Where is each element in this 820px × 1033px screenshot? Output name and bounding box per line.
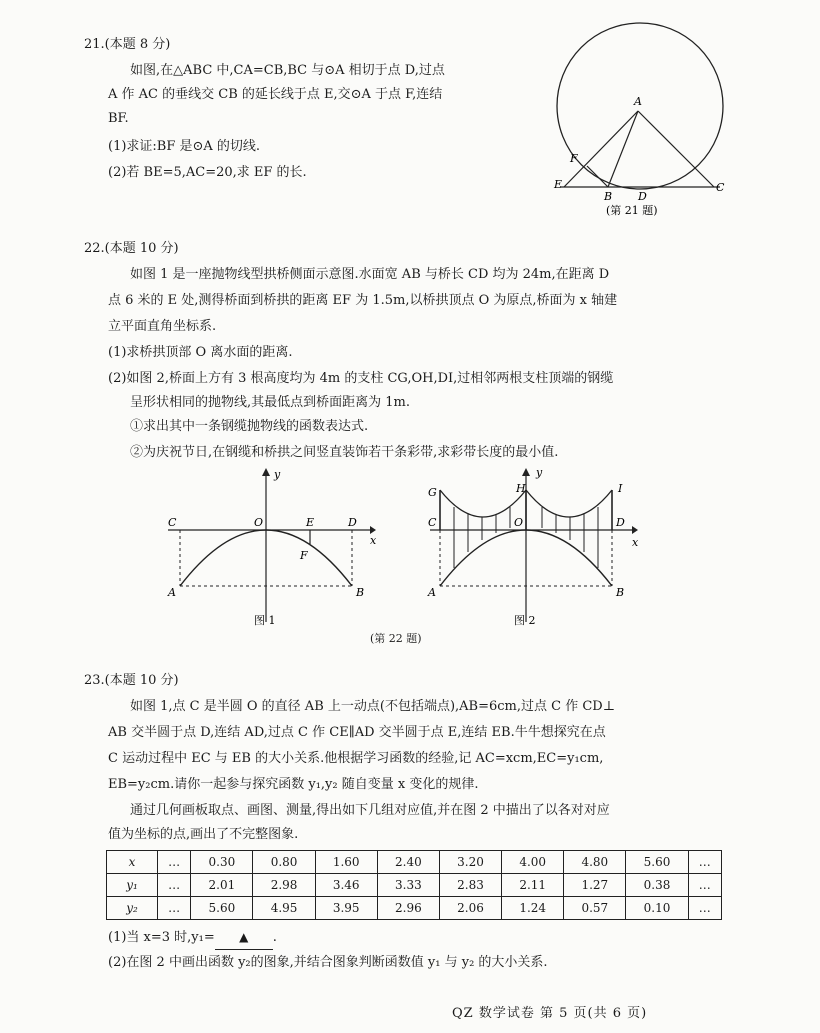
q21-line-3: BF.	[108, 111, 129, 126]
q21-part-2: (2)若 BE=5,AC=20,求 EF 的长.	[108, 165, 307, 180]
q22-part-2a: (2)如图 2,桥面上方有 3 根高度均为 4m 的支柱 CG,OH,DI,过相邻两根支柱顶端的钢缆	[108, 371, 614, 386]
q22-f2-label-c: C	[428, 516, 437, 529]
q22-f2-label-x: x	[632, 536, 639, 549]
table-cell: 4.80	[564, 851, 626, 874]
q22-figure-2	[420, 462, 660, 632]
table-cell: 3.20	[439, 851, 501, 874]
table-cell: 2.96	[377, 897, 439, 920]
table-cell: y₁	[107, 874, 158, 897]
q22-f1-label-e: E	[306, 516, 315, 529]
table-cell: …	[688, 851, 721, 874]
q22-f2-title: 图 2	[514, 614, 536, 627]
q22-f1-title: 图 1	[254, 614, 276, 627]
answer-blank[interactable]	[215, 926, 273, 950]
q23-line-2: AB 交半圆于点 D,连结 AD,过点 C 作 CE∥AD 交半圆于点 E,连结 EB.牛牛想探究在点	[108, 725, 606, 740]
q22-f1-label-y: y	[274, 468, 281, 481]
q21-heading: 21.(本题 8 分)	[84, 37, 171, 52]
table-cell: x	[107, 851, 158, 874]
q23-part-1-suffix: .	[272, 930, 277, 945]
table-cell: 2.83	[439, 874, 501, 897]
table-cell: …	[688, 874, 721, 897]
table-cell: 3.33	[377, 874, 439, 897]
q23-line-4: EB=y₂cm.请你一起参与探究函数 y₁,y₂ 随自变量 x 变化的规律.	[108, 777, 479, 792]
q23-line-1: 如图 1,点 C 是半圆 O 的直径 AB 上一动点(不包括端点),AB=6cm,过点 C 作 CD⊥	[130, 699, 615, 714]
q22-figure-1	[160, 462, 400, 632]
page-footer: QZ 数学试卷 第 5 页(共 6 页)	[452, 1006, 648, 1021]
table-row	[107, 851, 722, 874]
q22-heading: 22.(本题 10 分)	[84, 241, 179, 256]
q22-f1-label-x: x	[370, 534, 377, 547]
q22-caption: (第 22 题)	[370, 632, 422, 645]
table-cell: 2.01	[191, 874, 253, 897]
q22-line-3: 立平面直角坐标系.	[108, 319, 217, 334]
q21-caption: (第 21 题)	[606, 204, 658, 217]
q23-part-1-prefix: (1)当 x=3 时,y₁=	[108, 930, 215, 945]
table-cell: …	[688, 897, 721, 920]
q22-line-2: 点 6 米的 E 处,测得桥面到桥拱的距离 EF 为 1.5m,以桥拱顶点 O 为原点,桥面为 x 轴建	[108, 293, 618, 308]
table-cell: 4.00	[502, 851, 564, 874]
q21-label-e: E	[554, 178, 563, 191]
table-row	[107, 897, 722, 920]
q22-f2-label-i: I	[618, 482, 623, 495]
q22-f1-label-b: B	[356, 586, 365, 599]
table-cell: …	[158, 874, 191, 897]
q23-line-6: 值为坐标的点,画出了不完整图象.	[108, 827, 299, 842]
triangle-icon: ▲	[239, 930, 249, 944]
table-cell: y₂	[107, 897, 158, 920]
table-cell: 3.95	[315, 897, 377, 920]
q22-f1-label-f: F	[300, 549, 308, 562]
table-row	[107, 874, 722, 897]
q22-f1-label-o: O	[254, 516, 264, 529]
table-cell: 2.40	[377, 851, 439, 874]
q22-f2-label-b: B	[616, 586, 625, 599]
q22-f2-label-g: G	[428, 486, 437, 499]
table-cell: …	[158, 851, 191, 874]
q22-sub-2: ②为庆祝节日,在钢缆和桥拱之间竖直装饰若干条彩带,求彩带长度的最小值.	[130, 445, 559, 460]
q21-line-2: A 作 AC 的垂线交 CB 的延长线于点 E,交⊙A 于点 F,连结	[108, 87, 443, 102]
table-cell: 0.10	[626, 897, 688, 920]
table-cell: 1.24	[502, 897, 564, 920]
q22-sub-1: ①求出其中一条钢缆抛物线的函数表达式.	[130, 419, 369, 434]
q22-line-1: 如图 1 是一座抛物线型拱桥侧面示意图.水面宽 AB 与桥长 CD 均为 24m,在距离 D	[130, 267, 610, 282]
q22-f2-label-d: D	[616, 516, 625, 529]
q22-part-2b: 呈形状相同的抛物线,其最低点到桥面距离为 1m.	[130, 395, 410, 410]
table-cell: 1.27	[564, 874, 626, 897]
q23-line-5: 通过几何画板取点、画图、测量,得出如下几组对应值,并在图 2 中描出了以各对对应	[130, 803, 610, 818]
table-cell: 1.60	[315, 851, 377, 874]
table-cell: 0.80	[253, 851, 315, 874]
q21-line-1: 如图,在△ABC 中,CA=CB,BC 与⊙A 相切于点 D,过点	[130, 63, 445, 78]
table-cell: 0.38	[626, 874, 688, 897]
q23-part-1	[108, 926, 277, 950]
table-cell: 4.95	[253, 897, 315, 920]
q22-f1-label-c: C	[168, 516, 177, 529]
table-cell: 2.06	[439, 897, 501, 920]
table-cell: 3.46	[315, 874, 377, 897]
q22-f1-label-a: A	[168, 586, 176, 599]
q22-part-1: (1)求桥拱顶部 O 离水面的距离.	[108, 345, 293, 360]
table-cell: 0.30	[191, 851, 253, 874]
q21-part-1: (1)求证:BF 是⊙A 的切线.	[108, 139, 261, 154]
q23-heading: 23.(本题 10 分)	[84, 673, 179, 688]
q21-label-c: C	[716, 181, 725, 194]
table-cell: 5.60	[626, 851, 688, 874]
q22-f2-label-o: O	[514, 516, 524, 529]
q21-label-b: B	[604, 190, 613, 203]
q21-label-a: A	[634, 95, 642, 108]
table-cell: 2.98	[253, 874, 315, 897]
q23-value-table	[106, 850, 722, 920]
q23-part-2: (2)在图 2 中画出函数 y₂的图象,并结合图象判断函数值 y₁ 与 y₂ 的大小关系.	[108, 955, 548, 970]
q23-line-3: C 运动过程中 EC 与 EB 的大小关系.他根据学习函数的经验,记 AC=xcm,EC=y₁cm,	[108, 751, 604, 766]
q22-f2-label-h: H	[516, 482, 526, 495]
q21-figure	[540, 20, 740, 220]
q22-f2-label-a: A	[428, 586, 436, 599]
table-cell: 5.60	[191, 897, 253, 920]
q21-label-d: D	[638, 190, 647, 203]
q21-label-f: F	[570, 152, 578, 165]
q22-f1-label-d: D	[348, 516, 357, 529]
q22-f2-label-y: y	[536, 466, 543, 479]
table-cell: 0.57	[564, 897, 626, 920]
table-cell: 2.11	[502, 874, 564, 897]
table-cell: …	[158, 897, 191, 920]
